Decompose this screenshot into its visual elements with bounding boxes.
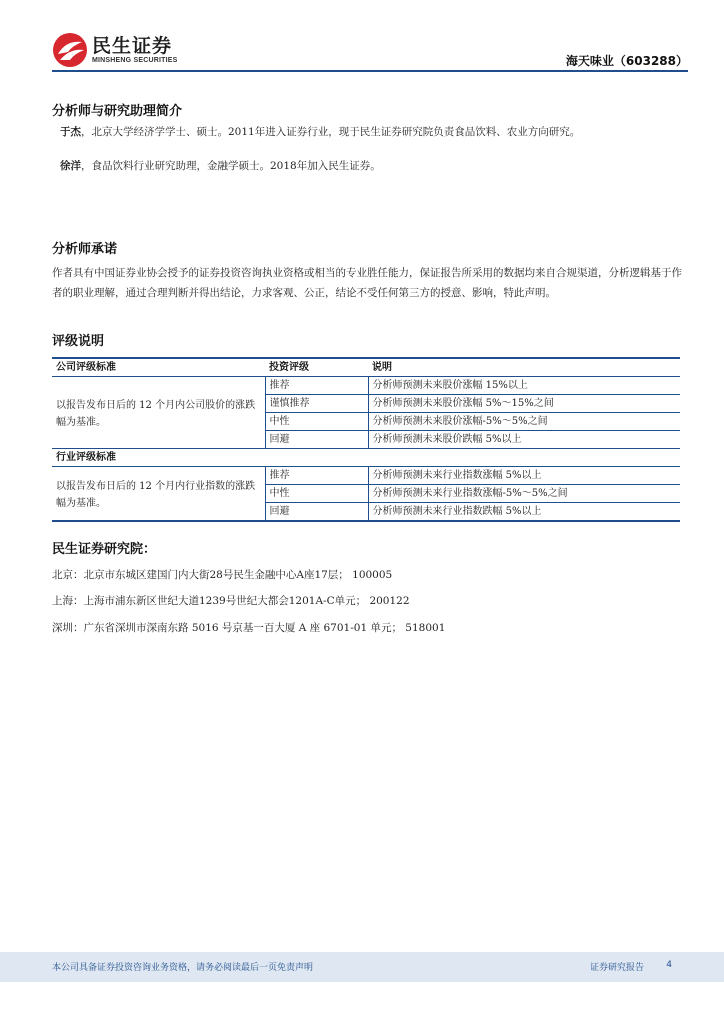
industry-basis: 以报告发布日后的 12 个月内行业指数的涨跌幅为基准。 bbox=[52, 467, 265, 522]
rating-cell: 回避 bbox=[265, 431, 368, 449]
institute-title: 民生证券研究院： bbox=[52, 542, 157, 557]
table-header-row bbox=[52, 358, 680, 377]
page-footer bbox=[0, 952, 724, 982]
rating-cell: 中性 bbox=[265, 485, 368, 503]
table-row bbox=[52, 377, 680, 395]
company-logo bbox=[52, 32, 177, 68]
analyst-desc: ，食品饮料行业研究助理，金融学硕士。2018年加入民生证券。 bbox=[81, 160, 381, 172]
rating-cell: 推荐 bbox=[265, 467, 368, 485]
header-divider bbox=[52, 70, 688, 72]
address-beijing: 北京：北京市东城区建国门内大街28号民生金融中心A座17层； 100005 bbox=[52, 569, 393, 581]
footer-disclaimer: 本公司具备证券投资咨询业务资格，请务必阅读最后一页免责声明 bbox=[52, 963, 314, 973]
page-header bbox=[52, 28, 688, 74]
analysts-title: 分析师与研究助理简介 bbox=[52, 104, 183, 119]
report-title: 海天味业（603288） bbox=[565, 54, 688, 68]
industry-rating-header: 行业评级标准 bbox=[52, 449, 680, 467]
table-header-row bbox=[52, 449, 680, 467]
desc-cell: 分析师预测未来行业指数涨幅 5%以上 bbox=[368, 467, 680, 485]
rating-title: 评级说明 bbox=[52, 334, 105, 349]
commitment-title: 分析师承诺 bbox=[52, 242, 118, 257]
rating-cell: 中性 bbox=[265, 413, 368, 431]
rating-cell: 谨慎推荐 bbox=[265, 395, 368, 413]
desc-cell: 分析师预测未来股价跌幅 5%以上 bbox=[368, 431, 680, 449]
rating-cell: 推荐 bbox=[265, 377, 368, 395]
desc-cell: 分析师预测未来股价涨幅 5%～15%之间 bbox=[368, 395, 680, 413]
desc-col-header: 说明 bbox=[368, 358, 680, 377]
footer-report-type: 证券研究报告 bbox=[589, 963, 644, 973]
minsheng-logo-icon bbox=[52, 32, 88, 68]
analyst-desc: ，北京大学经济学学士、硕士。2011年进入证券行业，现于民生证券研究院负责食品饮料、农业方向研究。 bbox=[81, 126, 581, 138]
address-shenzhen: 深圳：广东省深圳市深南东路 5016 号京基一百大厦 A 座 6701-01 单元； 518001 bbox=[52, 622, 446, 634]
desc-cell: 分析师预测未来股价涨幅 15%以上 bbox=[368, 377, 680, 395]
analyst-item bbox=[60, 156, 690, 176]
desc-cell: 分析师预测未来行业指数跌幅 5%以上 bbox=[368, 503, 680, 522]
logo-cn-text: 民生证券 bbox=[92, 34, 173, 57]
logo-en-text: MINSHENG SECURITIES bbox=[92, 56, 178, 64]
desc-cell: 分析师预测未来行业指数涨幅-5%～5%之间 bbox=[368, 485, 680, 503]
commitment-text: 作者具有中国证券业协会授予的证券投资咨询执业资格或相当的专业胜任能力，保证报告所采用的数据均来自合规渠道，分析逻辑基于作者的职业理解，通过合理判断并得出结论，力求客观、公正，结论不受任何第三方的授意、影响，特此声明。 bbox=[52, 267, 682, 299]
analyst-name: 于杰 bbox=[60, 126, 81, 138]
rating-col-header: 投资评级 bbox=[265, 358, 368, 377]
rating-cell: 回避 bbox=[265, 503, 368, 522]
desc-cell: 分析师预测未来股价涨幅-5%～5%之间 bbox=[368, 413, 680, 431]
company-basis: 以报告发布日后的 12 个月内公司股价的涨跌幅为基准。 bbox=[52, 377, 265, 449]
page-number: 4 bbox=[666, 960, 672, 970]
company-rating-header: 公司评级标准 bbox=[52, 358, 265, 377]
table-row bbox=[52, 467, 680, 485]
analyst-item bbox=[60, 122, 690, 142]
analyst-name: 徐洋 bbox=[60, 160, 81, 172]
address-shanghai: 上海：上海市浦东新区世纪大道1239号世纪大都会1201A-C单元； 200122 bbox=[52, 595, 410, 607]
company-rating-table bbox=[52, 357, 680, 522]
